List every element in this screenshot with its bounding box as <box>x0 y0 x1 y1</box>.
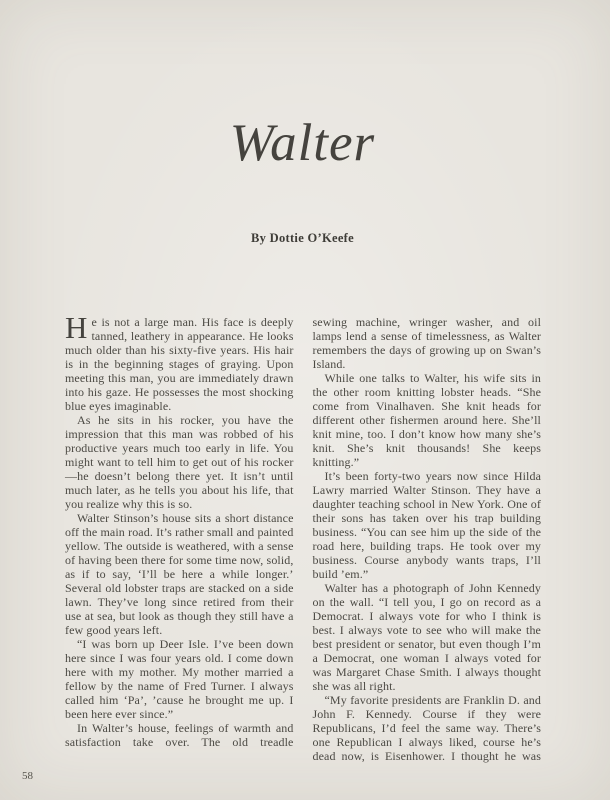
drop-cap: H <box>65 310 88 345</box>
paragraph: Walter Stinson’s house sits a short distance off the main road. It’s rather small and painted yellow. The outside is weathered, with a sense of having been there for some time now, solid, as if to say, ‘I’ll be here a while longer.’ Several old lobster traps are stacked on a side lawn. They’ve long since retired from their use at sea, but look as though they still have a few good years left. <box>65 511 294 637</box>
page-number: 58 <box>22 770 33 782</box>
paragraph: “I was born up Deer Isle. I’ve been down here since I was four years old. I come down here with my mother. My mother married a fellow by the name of Fred Turner. I always called him ‘Pa’, ’cause he brought me up. I been here ever since.” <box>65 637 294 721</box>
paragraph: In Walter’s house, feelings of warmth and satisfaction take over. The old treadle <box>65 721 294 749</box>
paragraph: Walter has a photograph of John Kennedy on the wall. “I tell you, I go on record as a Democrat. I always vote for who I think is best. I always vote to see who will make the best president or senator, but even though I’m a Democrat, one woman I always voted for was Margaret Chase Smith. I always thought she was all right. <box>312 581 541 693</box>
text-column-right <box>313 315 542 763</box>
article-byline: By Dottie O’Keefe <box>251 231 354 245</box>
paragraph: It’s been forty-two years now since Hilda Lawry married Walter Stinson. They have a daughter teaching school in New York. One of their sons has taken over his trap building business. “You can see him up the side of the road here, building traps. He took over my business. Course anybody wants traps, I’ll build ’em.” <box>312 469 541 581</box>
paragraph: As he sits in his rocker, you have the impression that this man was robbed of his productive years much too early in life. You might want to tell him to get out of his rocker—he doesn’t belong there yet. It isn’t until much later, as he tells you about his life, that you realize why this is so. <box>65 413 294 511</box>
paragraph: sewing machine, wringer washer, and oil lamps lend a sense of timelessness, as Walter remembers the days of growing up on Swan’s Island. <box>312 315 541 371</box>
paragraph: He is not a large man. His face is deeply tanned, leathery in appearance. He looks much older than his sixty-five years. His hair is in the beginning stages of graying. Upon meeting this man, you are immediately drawn into his gaze. He possesses the most shocking blue eyes imaginable. <box>65 310 294 413</box>
paragraph: “My favorite presidents are Franklin D. and John F. Kennedy. Course if they were Republicans, I’d feel the same way. There’s one Republican I always liked, course he’s dead now, is Eisenhower. I thought he was <box>312 693 541 763</box>
article-title: Walter <box>229 114 376 172</box>
paragraph: While one talks to Walter, his wife sits in the other room knitting lobster heads. “She come from Vinalhaven. She knit heads for different other fishermen around here. She’ll knit mine, too. I don’t know how many she’s knit. She’s knit thousands! She keeps knitting.” <box>312 371 541 469</box>
text-column-left <box>65 310 294 763</box>
article-body <box>65 310 541 763</box>
